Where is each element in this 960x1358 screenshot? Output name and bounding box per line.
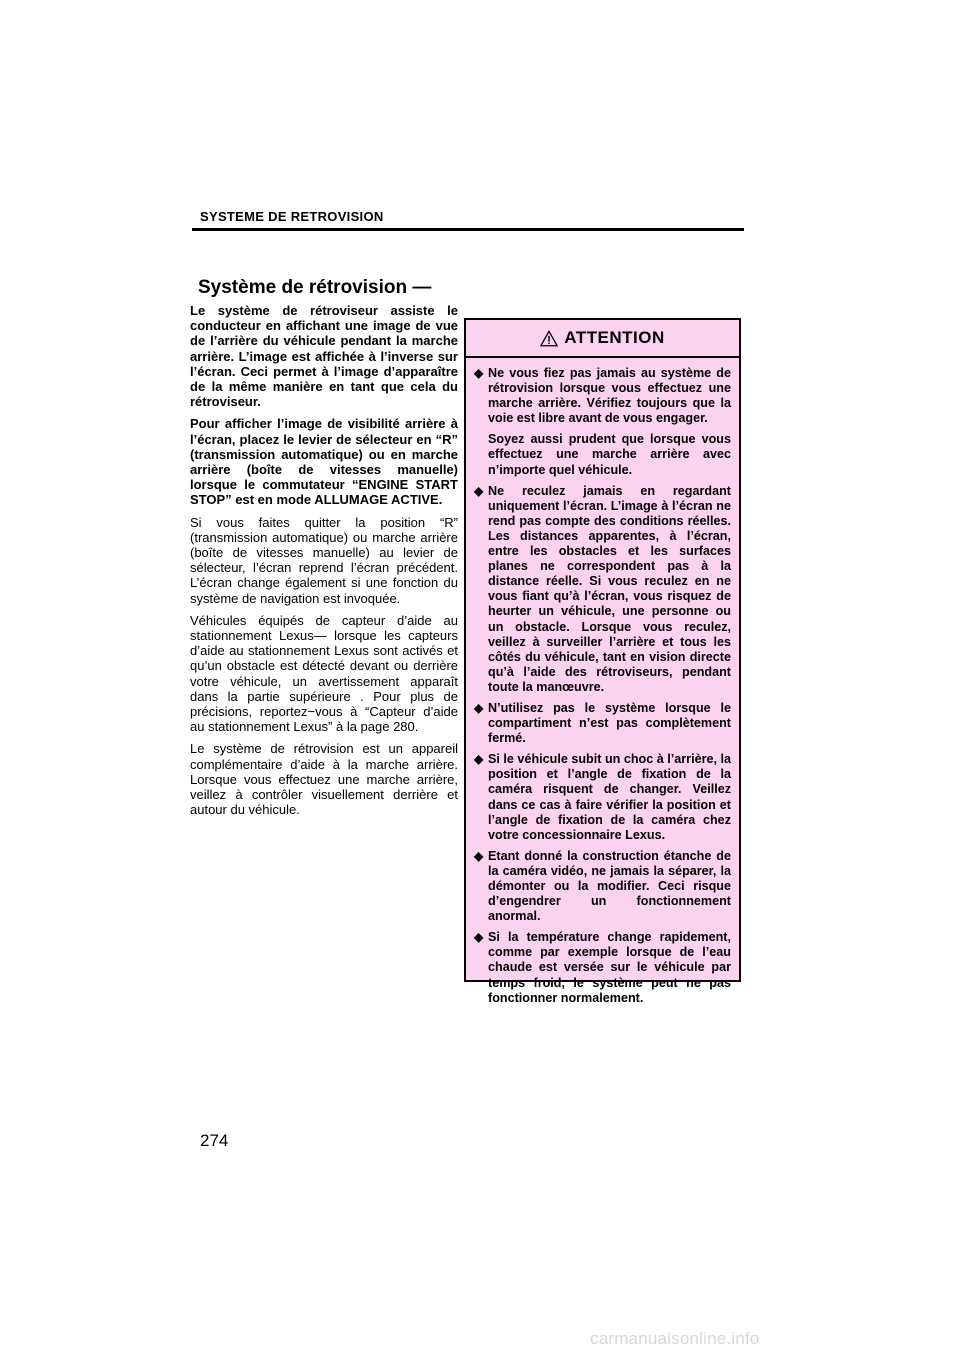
- attention-item: [474, 701, 731, 746]
- attention-item: [474, 366, 731, 478]
- attention-item: [474, 484, 731, 695]
- attention-item-text: Ne reculez jamais en regardant uniquement l’écran. L’image à l’écran ne rend pas compte des conditions réelles. Les distances apparentes, à l’écran, entre les obstacles et les surfaces planes ne correspondent pas à la distance réelle. Si vous reculez en ne vous fiant qu’à l’écran, vous risquez de heurter un véhicule, une personne ou un obstacle. Lorsque vous reculez, veillez à surveiller l’arrière et tous les côtés du véhicule, tant en vision directe qu’à l’aide des rétroviseurs, pendant toute la manœuvre.: [488, 483, 731, 694]
- page-number: 274: [200, 1131, 229, 1150]
- bullet-icon: ◆: [474, 366, 484, 380]
- section-title: Système de rétrovision —: [198, 277, 432, 298]
- bullet-icon: ◆: [474, 752, 484, 767]
- attention-item-text: N’utilisez pas le système lorsque le compartiment n’est pas complètement fermé.: [488, 700, 731, 746]
- attention-item-text: Si la température change rapidement, comme par exemple lorsque de l’eau chaude est versée sur le véhicule par temps froid, le système peut ne pas fonctionner normalement.: [488, 930, 731, 1005]
- bullet-icon: ◆: [474, 848, 484, 863]
- attention-item: [474, 849, 731, 924]
- attention-item-subtext: Soyez aussi prudent que lorsque vous effectuez une marche arrière avec n’importe quel véhicule.: [488, 432, 731, 477]
- warning-triangle-icon: [540, 330, 558, 347]
- bullet-icon: ◆: [474, 483, 484, 498]
- attention-item-text: Etant donné la construction étanche de la caméra vidéo, ne jamais la séparer, la démonter ou la modifier. Ceci risque d’engendrer un fonctionnement anormal.: [488, 848, 731, 924]
- attention-item-text: Si le véhicule subit un choc à l’arrière, la position et l’angle de fixation de la caméra risquent de changer. Veillez dans ce cas à faire vérifier la position et l’angle de fixation de la caméra chez votre concessionnaire Lexus.: [488, 752, 731, 842]
- body-paragraph: Véhicules équipés de capteur d’aide au stationnement Lexus— lorsque les capteurs d’aide au stationnement Lexus sont activés et qu’un obstacle est détecté devant ou derrière votre véhicule, un avertissement apparaît dans la partie supérieure . Pour plus de précisions, reportez−vous à “Capteur d’aide au stationnement Lexus” à la page 280.: [190, 612, 458, 735]
- bullet-icon: ◆: [474, 930, 484, 945]
- bullet-icon: ◆: [474, 700, 484, 715]
- body-paragraph: Si vous faites quitter la position “R” (transmission automatique) ou marche arrière (boîte de vitesses manuelle) au levier de sélecteur, l’écran reprend l’écran précédent. L’écran change également si une fonction du système de navigation est invoquée.: [190, 514, 458, 606]
- attention-title: ATTENTION: [564, 328, 665, 347]
- attention-header: [466, 320, 739, 358]
- watermark-link[interactable]: carmanualsonline.info: [590, 1329, 760, 1348]
- body-paragraph: Le système de rétrovision est un appareil complémentaire d’aide à la marche arrière. Lorsque vous effectuez une marche arrière, veillez à contrôler visuellement derrière et autour du véhicule.: [190, 741, 458, 818]
- body-paragraph: Pour afficher l’image de visibilité arrière à l’écran, placez le levier de sélecteur en “R” (transmission automatique) ou en marche arrière (boîte de vitesses manuelle) lorsque le commutateur “ENGINE START STOP” est en mode ALLUMAGE ACTIVE.: [190, 416, 458, 508]
- attention-item-text: Ne vous fiez pas jamais au système de rétrovision lorsque vous effectuez une marche arrière. Vérifiez toujours que la voie est libre avant de vous engager.: [488, 366, 731, 426]
- attention-item: [474, 752, 731, 843]
- attention-box: [464, 318, 741, 1005]
- attention-list: [466, 358, 739, 1006]
- body-text: [190, 303, 458, 825]
- body-paragraph: Le système de rétroviseur assiste le conducteur en affichant une image de vue de l’arrière du véhicule pendant la marche arrière. L’image est affichée à l’inverse sur l’écran. Ceci permet à l’image d’apparaître de la même manière en tant que cela du rétroviseur.: [190, 303, 458, 410]
- attention-item: [474, 930, 731, 1005]
- running-header: SYSTEME DE RETROVISION: [200, 209, 384, 224]
- header-rule: [192, 228, 744, 231]
